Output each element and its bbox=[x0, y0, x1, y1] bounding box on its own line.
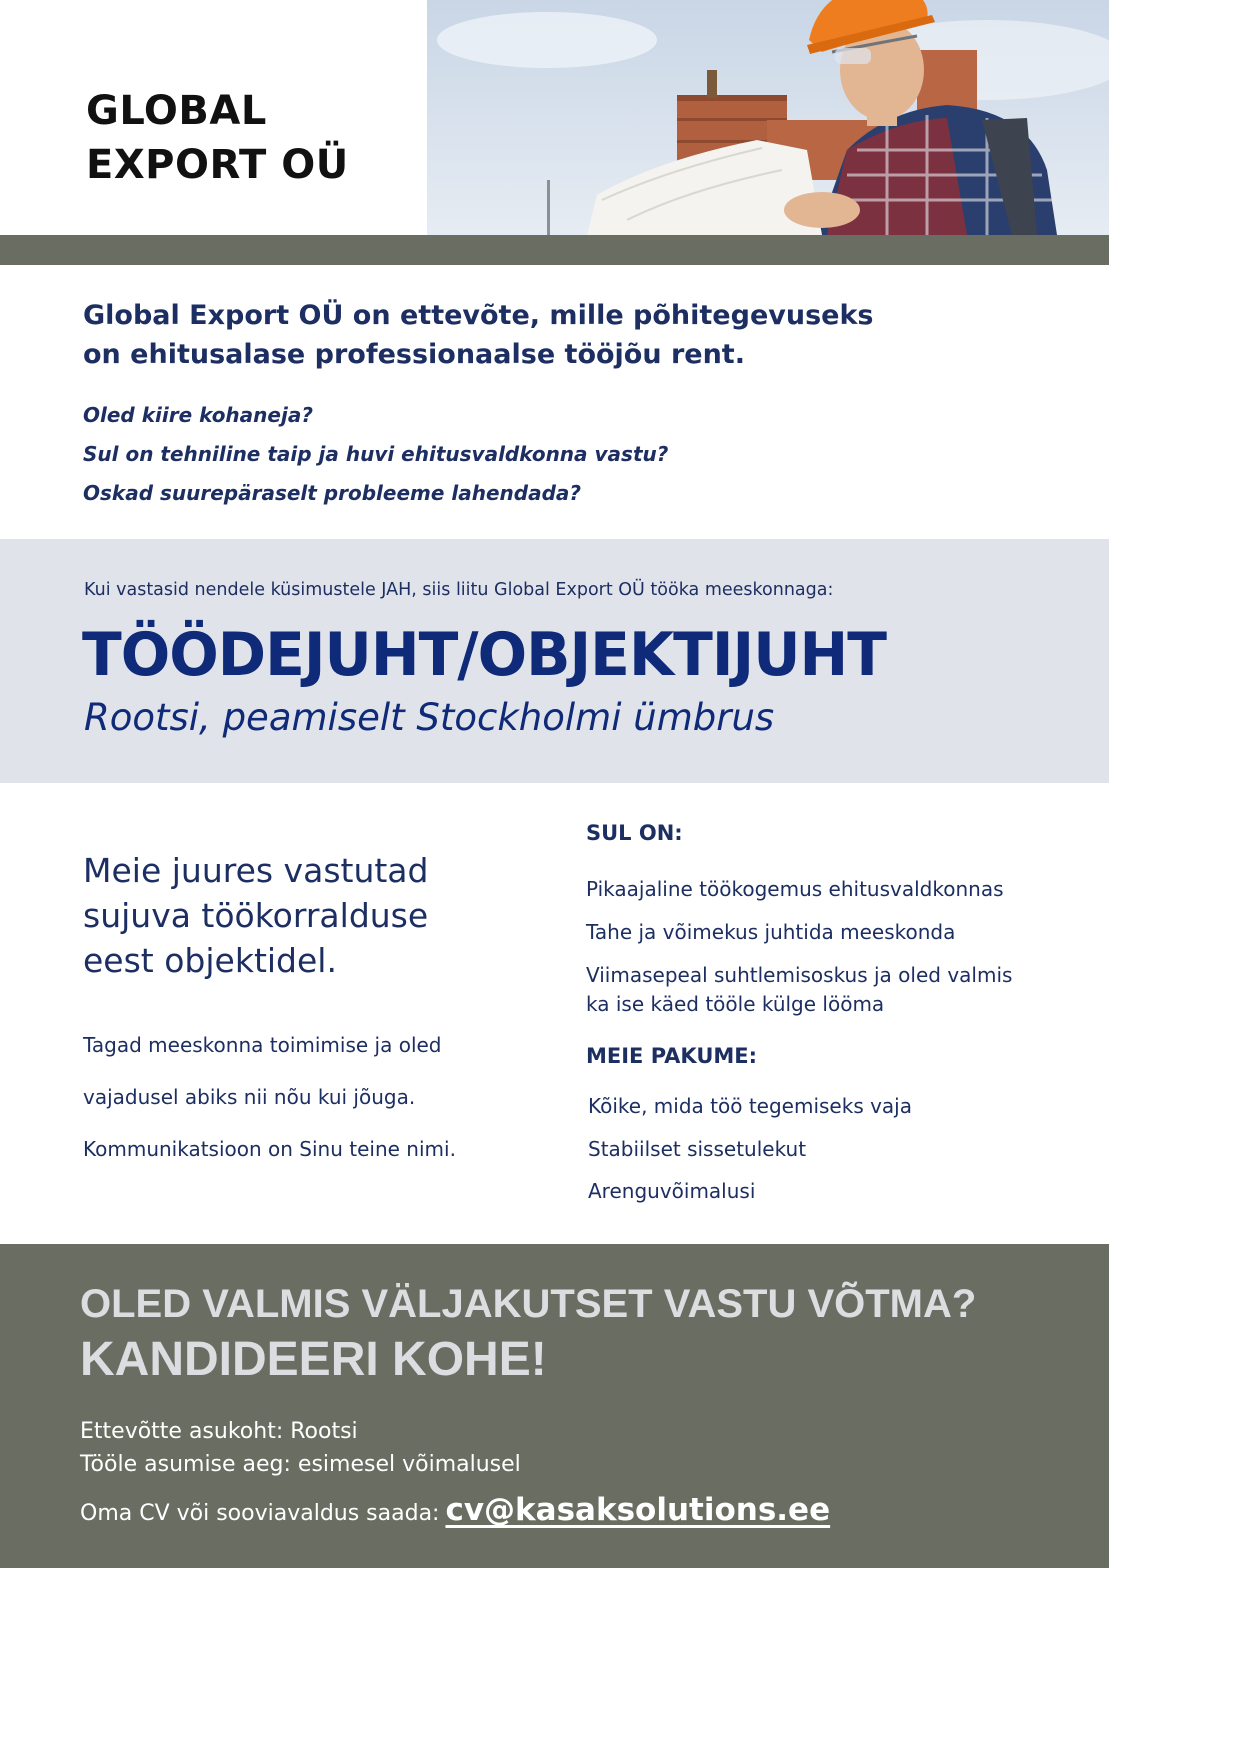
requirement-item-continued: ka ise käed tööle külge lööma bbox=[586, 992, 885, 1016]
header-divider-band bbox=[0, 235, 1109, 265]
logo-line-2: EXPORT OÜ bbox=[86, 142, 349, 188]
company-logo bbox=[86, 84, 349, 192]
company-description-line-1: Global Export OÜ on ettevõte, mille põhitegevuseks bbox=[83, 300, 874, 331]
offer-item: Arenguvõimalusi bbox=[588, 1179, 756, 1203]
header bbox=[0, 0, 1109, 235]
cta-apply-now: KANDIDEERI KOHE! bbox=[80, 1333, 547, 1386]
responsibility-heading bbox=[83, 848, 523, 983]
responsibility-heading-line-2: sujuva töökorralduse bbox=[83, 896, 429, 935]
requirements-list bbox=[586, 877, 1012, 1016]
offer-heading: MEIE PAKUME: bbox=[586, 1044, 758, 1068]
offer-list bbox=[588, 1094, 912, 1203]
apply-contact-line bbox=[80, 1492, 830, 1528]
question-1: Oled kiire kohaneja? bbox=[83, 403, 313, 427]
requirement-item: Viimasepeal suhtlemisoskus ja oled valmis bbox=[586, 963, 1013, 987]
offer-item: Stabiilset sissetulekut bbox=[588, 1137, 807, 1161]
company-location-info: Ettevõtte asukoht: Rootsi bbox=[80, 1419, 358, 1444]
cta-question: OLED VALMIS VÄLJAKUTSET VASTU VÕTMA? bbox=[80, 1282, 977, 1326]
question-2: Sul on tehniline taip ja huvi ehitusvaldkonna vastu? bbox=[83, 442, 669, 466]
question-3: Oskad suurepäraselt probleeme lahendada? bbox=[83, 481, 582, 505]
hero-illustration bbox=[427, 0, 1109, 235]
responsibility-heading-line-3: eest objektidel. bbox=[83, 941, 337, 980]
company-description-line-2: on ehitusalase professionaalse tööjõu rent. bbox=[83, 339, 745, 370]
position-title: TÖÖDEJUHT/OBJEKTIJUHT bbox=[82, 620, 886, 690]
offer-item: Kõike, mida töö tegemiseks vaja bbox=[588, 1094, 912, 1118]
start-date-info: Tööle asumise aeg: esimesel võimalusel bbox=[80, 1452, 521, 1477]
join-team-text: Kui vastasid nendele küsimustele JAH, siis liitu Global Export OÜ tööka meeskonnaga: bbox=[84, 580, 834, 600]
company-description bbox=[83, 296, 983, 374]
job-location: Rootsi, peamiselt Stockholmi ümbrus bbox=[84, 696, 775, 739]
requirements-heading: SUL ON: bbox=[586, 821, 683, 845]
cv-prompt: Oma CV või sooviavaldus saada: bbox=[80, 1501, 440, 1526]
candidate-questions bbox=[83, 396, 668, 513]
responsibility-text-line-1: Tagad meeskonna toimimise ja oled bbox=[83, 1033, 442, 1057]
requirement-item: Tahe ja võimekus juhtida meeskonda bbox=[586, 920, 956, 944]
logo-line-1: GLOBAL bbox=[86, 88, 267, 134]
apply-email-link[interactable]: cv@kasaksolutions.ee bbox=[445, 1492, 831, 1528]
responsibility-text bbox=[83, 1019, 553, 1175]
responsibility-text-line-2: vajadusel abiks nii nõu kui jõuga. bbox=[83, 1085, 416, 1109]
requirement-item: Pikaajaline töökogemus ehitusvaldkonnas bbox=[586, 877, 1004, 901]
responsibility-heading-line-1: Meie juures vastutad bbox=[83, 851, 429, 890]
responsibility-text-line-3: Kommunikatsioon on Sinu teine nimi. bbox=[83, 1137, 456, 1161]
hero-photo-worker-with-blueprint bbox=[427, 0, 1109, 235]
